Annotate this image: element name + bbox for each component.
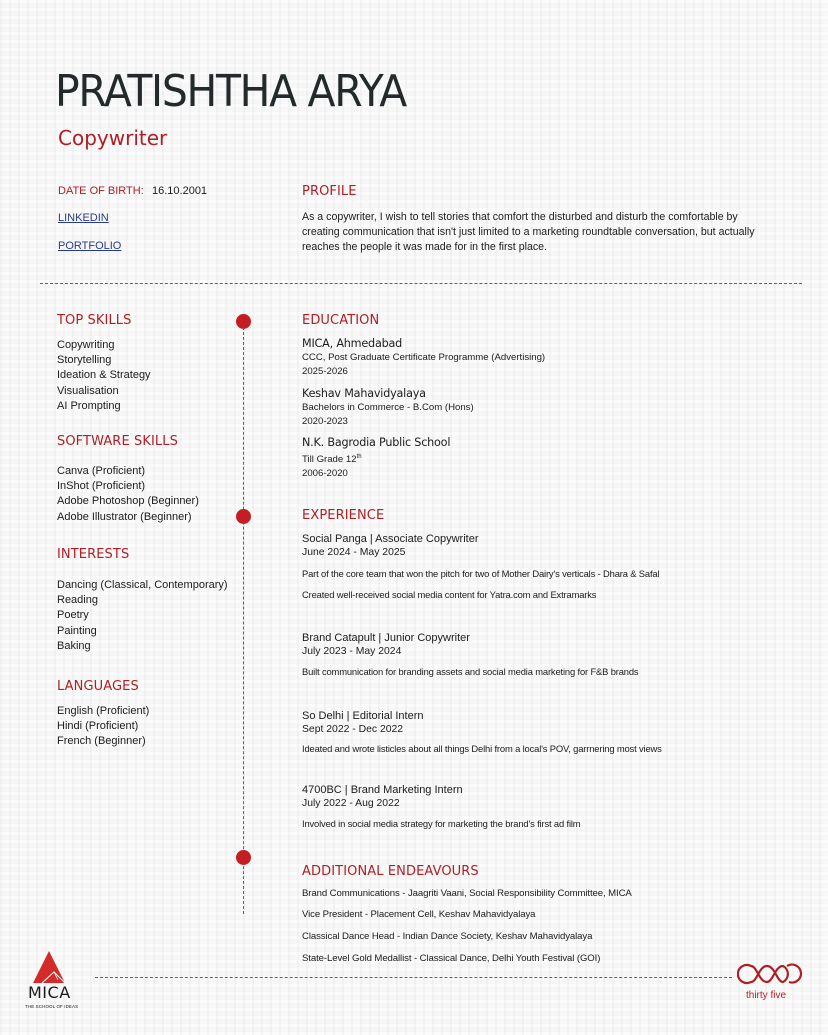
mica-tagline: THE SCHOOL OF IDEAS <box>25 1004 79 1009</box>
software-skills-heading: SOFTWARE SKILLS <box>57 434 178 449</box>
experience-dates: July 2023 - May 2024 <box>302 646 402 657</box>
list-item: French (Beginner) <box>57 735 146 748</box>
list-item: Poetry <box>57 609 89 622</box>
candidate-name: PRATISHTHA ARYA <box>55 66 406 117</box>
mica-triangle-icon <box>32 950 66 984</box>
profile-heading: PROFILE <box>302 184 357 199</box>
experience-point: Built communication for branding assets and social media marketing for F&B brands <box>302 666 639 677</box>
years: 2006-2020 <box>302 468 348 480</box>
timeline-dot-education <box>236 314 251 329</box>
list-item: Reading <box>57 594 98 607</box>
list-item: Canva (Proficient) <box>57 465 146 477</box>
experience-point: Ideated and wrote listicles about all things Delhi from a local's POV, garrnering most views <box>302 743 662 754</box>
experience-dates: Sept 2022 - Dec 2022 <box>302 724 404 735</box>
bottom-dashed-divider <box>95 977 732 978</box>
years: 2020-2023 <box>302 416 348 427</box>
experience-entry <box>302 783 463 811</box>
list-item: Baking <box>57 639 91 652</box>
languages-heading: LANGUAGES <box>57 679 139 694</box>
endeavour-item: Classical Dance Head - Indian Dance Society, Keshav Mahavidyalaya <box>302 931 593 942</box>
list-item: Visualisation <box>57 384 119 397</box>
timeline-dot-experience <box>236 509 251 524</box>
experience-title: 4700BC | Brand Marketing Intern <box>302 784 463 796</box>
list-item: Storytelling <box>57 354 112 367</box>
experience-point: Part of the core team that won the pitch for two of Mother Dairy's verticals - Dhara & Safal <box>302 568 660 579</box>
list-item: Adobe Photoshop (Beginner) <box>57 495 199 508</box>
education-entry <box>302 387 474 429</box>
list-item: Copywriting <box>57 339 115 351</box>
dob-label: DATE OF BIRTH: <box>58 185 144 197</box>
institution: N.K. Bagrodia Public School <box>302 436 451 449</box>
top-skills-heading: TOP SKILLS <box>57 313 132 328</box>
program: Till Grade 12 <box>302 454 357 466</box>
experience-point: Involved in social media strategy for marketing the brand's first ad film <box>302 818 581 829</box>
languages-list <box>57 704 149 750</box>
top-skills-list <box>57 338 151 414</box>
experience-title: Brand Catapult | Junior Copywriter <box>302 632 470 644</box>
experience-dates: July 2022 - Aug 2022 <box>302 798 400 809</box>
experience-entry <box>302 532 479 560</box>
endeavour-item: Brand Communications - Jaagriti Vaani, Social Responsibility Committee, MICA <box>302 888 632 899</box>
software-skills-list <box>57 464 199 525</box>
list-item: InShot (Proficient) <box>57 480 146 493</box>
education-heading: EDUCATION <box>302 313 380 328</box>
endeavours-heading: ADDITIONAL ENDEAVOURS <box>302 864 479 879</box>
portfolio-link[interactable]: PORTFOLIO <box>58 240 122 252</box>
list-item: English (Proficient) <box>57 705 150 717</box>
ccc-tagline: thirty five <box>746 990 787 1001</box>
ccc-loop-logo-icon <box>737 962 803 986</box>
endeavour-item: State-Level Gold Medallist - Classical Dance, Delhi Youth Festival (GOI) <box>302 953 601 964</box>
institution: MICA, Ahmedabad <box>302 337 403 350</box>
program-line <box>302 450 450 467</box>
list-item: Dancing (Classical, Contemporary) <box>57 579 228 591</box>
program: Bachelors in Commerce - B.Com (Hons) <box>302 402 474 413</box>
profile-text: As a copywriter, I wish to tell stories that comfort the disturbed and disturb the comfortable by creating communication that isn't just limited to a marketing roundtable conversation, but actually reaches the people it was made for in the first place. <box>302 211 755 253</box>
dob-value: 16.10.2001 <box>152 185 208 197</box>
experience-entry <box>302 631 470 659</box>
interests-heading: INTERESTS <box>57 547 130 562</box>
list-item: Painting <box>57 624 97 637</box>
list-item: Hindi (Proficient) <box>57 720 139 733</box>
program-superscript: th <box>356 454 362 460</box>
list-item: Adobe Illustrator (Beginner) <box>57 510 192 523</box>
list-item: AI Prompting <box>57 399 121 412</box>
top-dashed-divider <box>40 283 802 284</box>
experience-entry <box>302 709 423 737</box>
timeline-dot-endeavours <box>236 850 251 865</box>
experience-point: Created well-received social media content for Yatra.com and Extramarks <box>302 589 597 600</box>
list-item: Ideation & Strategy <box>57 369 151 382</box>
experience-heading: EXPERIENCE <box>302 508 385 523</box>
education-entry <box>302 337 545 379</box>
timeline-dashed-line <box>243 322 244 914</box>
education-entry <box>302 436 450 481</box>
experience-dates: June 2024 - May 2025 <box>302 547 406 558</box>
linkedin-link[interactable]: LINKEDIN <box>58 212 109 224</box>
program: CCC, Post Graduate Certificate Programme (Advertising) <box>302 352 546 363</box>
endeavour-item: Vice President - Placement Cell, Keshav Mahavidyalaya <box>302 909 536 920</box>
experience-title: So Delhi | Editorial Intern <box>302 710 424 722</box>
years: 2025-2026 <box>302 366 348 377</box>
experience-title: Social Panga | Associate Copywriter <box>302 533 479 545</box>
job-role: Copywriter <box>58 126 168 150</box>
institution: Keshav Mahavidyalaya <box>302 387 426 400</box>
mica-logo-text: MICA <box>28 983 71 1002</box>
interests-list <box>57 578 228 654</box>
